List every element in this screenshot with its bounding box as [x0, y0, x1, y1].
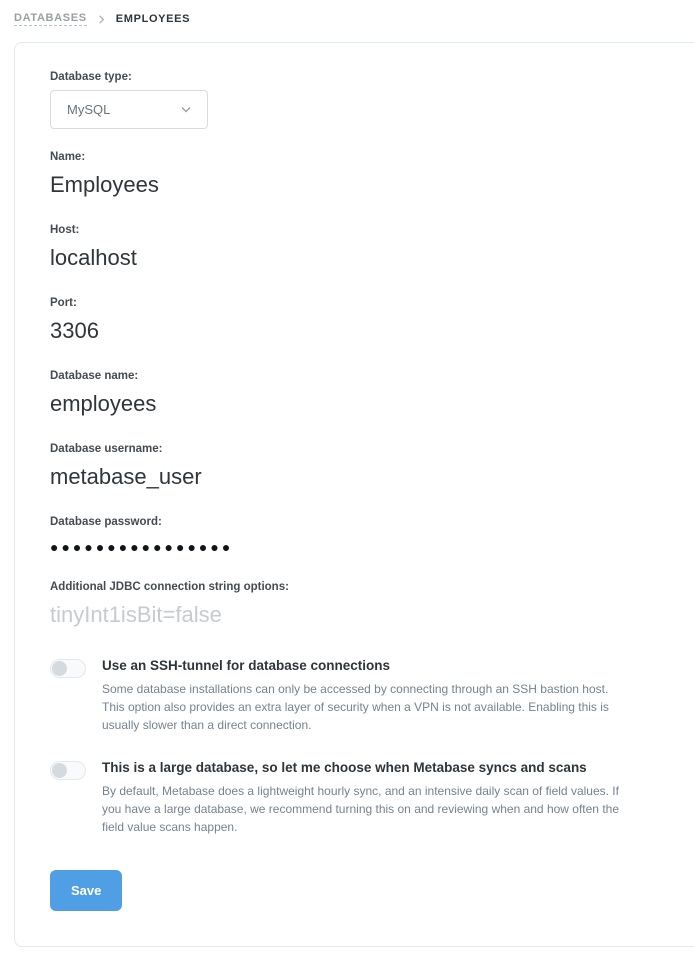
ssh-tunnel-section [50, 658, 661, 734]
jdbc-options-input[interactable] [50, 600, 470, 630]
ssh-tunnel-title: Use an SSH-tunnel for database connections [102, 658, 391, 673]
database-type-selected-value: MySQL [67, 102, 111, 117]
database-type-select[interactable] [50, 90, 208, 129]
save-button[interactable]: Save [50, 870, 122, 911]
database-edit-card [14, 42, 694, 947]
name-label: Name: [50, 151, 86, 163]
database-password-field-group [50, 516, 661, 557]
database-name-field-group [50, 370, 661, 419]
port-input[interactable] [50, 316, 470, 346]
database-username-input[interactable] [50, 462, 470, 492]
breadcrumb-current-page: EMPLOYEES [115, 13, 191, 25]
database-name-input[interactable] [50, 389, 470, 419]
jdbc-options-field-group [50, 581, 661, 630]
database-password-input[interactable]: ●●●●●●●●●●●●●●●● [50, 539, 234, 555]
chevron-down-icon [181, 106, 191, 113]
large-database-section [50, 760, 661, 836]
database-type-label: Database type: [50, 71, 132, 83]
port-field-group [50, 297, 661, 346]
large-database-description: By default, Metabase does a lightweight hourly sync, and an intensive daily scan of field values. If you have a large database, we recommend turning this on and reviewing when and how often the field value scans happen. [102, 784, 619, 834]
host-label: Host: [50, 224, 80, 236]
large-database-title: This is a large database, so let me choose when Metabase syncs and scans [102, 760, 587, 775]
database-username-label: Database username: [50, 443, 163, 455]
jdbc-options-label: Additional JDBC connection string options: [50, 581, 289, 593]
name-input[interactable] [50, 170, 470, 200]
host-input[interactable] [50, 243, 470, 273]
breadcrumb-databases-link[interactable]: DATABASES [14, 12, 87, 24]
port-label: Port: [50, 297, 77, 309]
breadcrumb [0, 0, 694, 36]
chevron-right-icon [97, 15, 106, 24]
database-username-field-group [50, 443, 661, 492]
ssh-tunnel-toggle[interactable] [50, 659, 86, 678]
host-field-group [50, 224, 661, 273]
toggle-knob [52, 661, 67, 676]
database-name-label: Database name: [50, 370, 139, 382]
name-field-group [50, 151, 661, 200]
toggle-knob [52, 763, 67, 778]
large-database-toggle[interactable] [50, 761, 86, 780]
database-password-label: Database password: [50, 516, 162, 528]
ssh-tunnel-description: Some database installations can only be accessed by connecting through an SSH bastion host. This option also provides an extra layer of security when a VPN is not available. Enabling this is usually slower than a direct connection. [102, 682, 609, 732]
